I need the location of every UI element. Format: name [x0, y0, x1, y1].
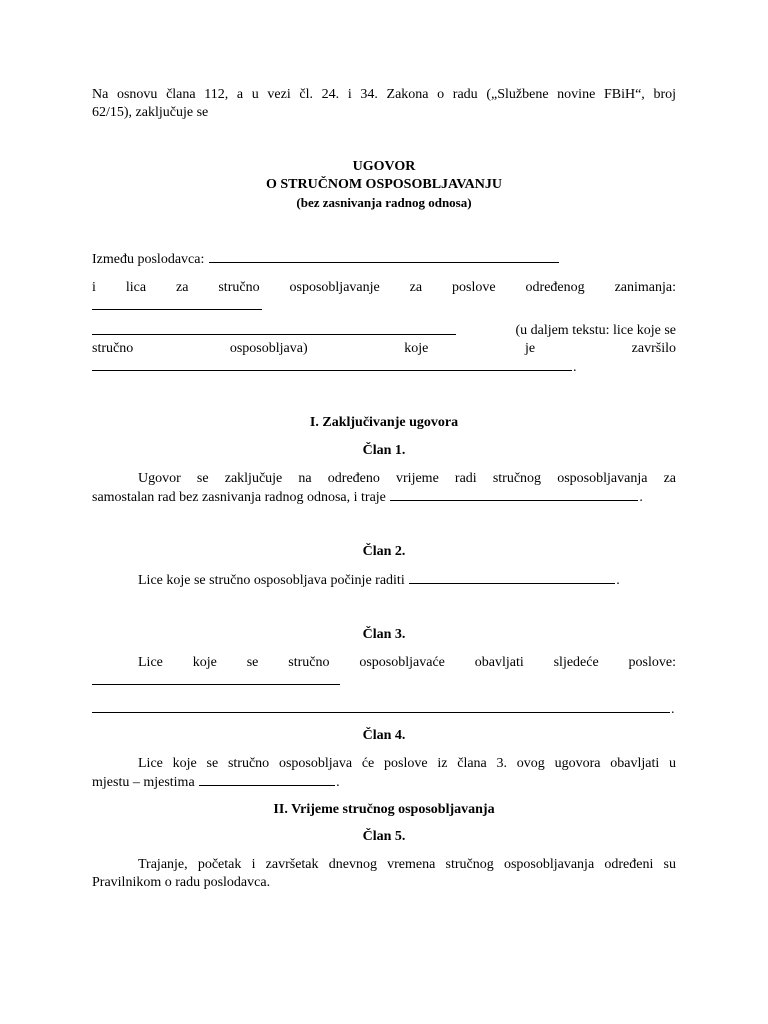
- duration-blank[interactable]: [390, 488, 638, 501]
- start-date-blank[interactable]: [409, 571, 615, 584]
- clan-3-end: .: [671, 702, 675, 717]
- section-1-title: I. Zaključivanje ugovora: [309, 415, 459, 430]
- clan-1-line-1: [92, 470, 676, 488]
- clan-4-title: Član 4.: [362, 728, 406, 743]
- title-line-3: (bez zasnivanja radnog odnosa): [296, 195, 472, 210]
- clan-5-line-1: [92, 856, 676, 874]
- trainee-text: i lica za stručno osposobljavanje za poslove određenog zanimanja:: [92, 280, 676, 295]
- employer-blank[interactable]: [209, 250, 559, 263]
- clan-3-line-1: [92, 654, 676, 672]
- occupation-blank[interactable]: [92, 297, 262, 310]
- clan-4-text-2: mjestu – mjestima: [92, 775, 195, 790]
- title-line-1: UGOVOR: [352, 159, 416, 174]
- clan-1-end: .: [639, 490, 643, 505]
- clan-3-blank-row-1: [92, 672, 676, 691]
- duties-blank-2[interactable]: [92, 700, 670, 713]
- trainee-line-2: [92, 340, 676, 358]
- title-line-2: O STRUČNOM OSPOSOBLJAVANJU: [266, 177, 502, 192]
- education-blank[interactable]: [92, 358, 572, 371]
- clan-2-end: .: [616, 573, 620, 588]
- clan-3-text: Lice koje se stručno osposobljavaće obavljati sljedeće poslove:: [138, 655, 676, 670]
- clan-2-line-1: [92, 571, 676, 590]
- clan-1-title: Član 1.: [362, 443, 406, 458]
- further-line: [92, 322, 676, 341]
- intro-text-2: 62/15), zaključuje se: [92, 105, 209, 120]
- duties-blank-1[interactable]: [92, 672, 340, 685]
- clan-4-line-1: [92, 755, 676, 773]
- education-row: [92, 358, 676, 377]
- clan-2-title: Član 2.: [362, 544, 406, 559]
- section-2-title: II. Vrijeme stručnog osposobljavanja: [273, 802, 495, 817]
- clan-4-text-1: Lice koje se stručno osposobljava će poslove iz člana 3. ovog ugovora obavljati u: [138, 756, 676, 771]
- clan-4-line-2: [92, 773, 676, 792]
- trainee-text-2: stručno osposobljava) koje je završilo: [92, 341, 676, 356]
- clan-5-title: Član 5.: [362, 829, 406, 844]
- clan-2-text: Lice koje se stručno osposobljava počinje raditi: [138, 573, 405, 588]
- intro-line-2: [92, 104, 676, 122]
- clan-3-title: Član 3.: [362, 627, 406, 642]
- trainee-line: [92, 279, 676, 297]
- employer-line: [92, 250, 676, 269]
- intro-line-1: [92, 86, 676, 104]
- clan-5-line-2: [92, 874, 676, 892]
- trainee-name-blank[interactable]: [92, 322, 456, 335]
- clan-5-text-1: Trajanje, početak i završetak dnevnog vremena stručnog osposobljavanja određeni su: [138, 857, 676, 872]
- clan-1-text-2: samostalan rad bez zasnivanja radnog odnosa, i traje: [92, 490, 386, 505]
- intro-text-1: Na osnovu člana 112, a u vezi čl. 24. i 34. Zakona o radu („Službene novine FBiH“, broj: [92, 87, 676, 102]
- clan-3-blank-row-2: [92, 700, 676, 719]
- clan-1-text-1: Ugovor se zaključuje na određeno vrijeme radi stručnog osposobljavanja za: [138, 471, 676, 486]
- clan-4-end: .: [336, 775, 340, 790]
- clan-5-text-2: Pravilnikom o radu poslodavca.: [92, 875, 271, 890]
- further-text: (u daljem tekstu: lice koje se: [515, 323, 676, 338]
- location-blank[interactable]: [199, 773, 335, 786]
- trainee-blank-row: [92, 297, 676, 316]
- education-end: .: [573, 360, 577, 375]
- employer-label: Između poslodavca:: [92, 252, 205, 267]
- clan-1-line-2: [92, 488, 676, 507]
